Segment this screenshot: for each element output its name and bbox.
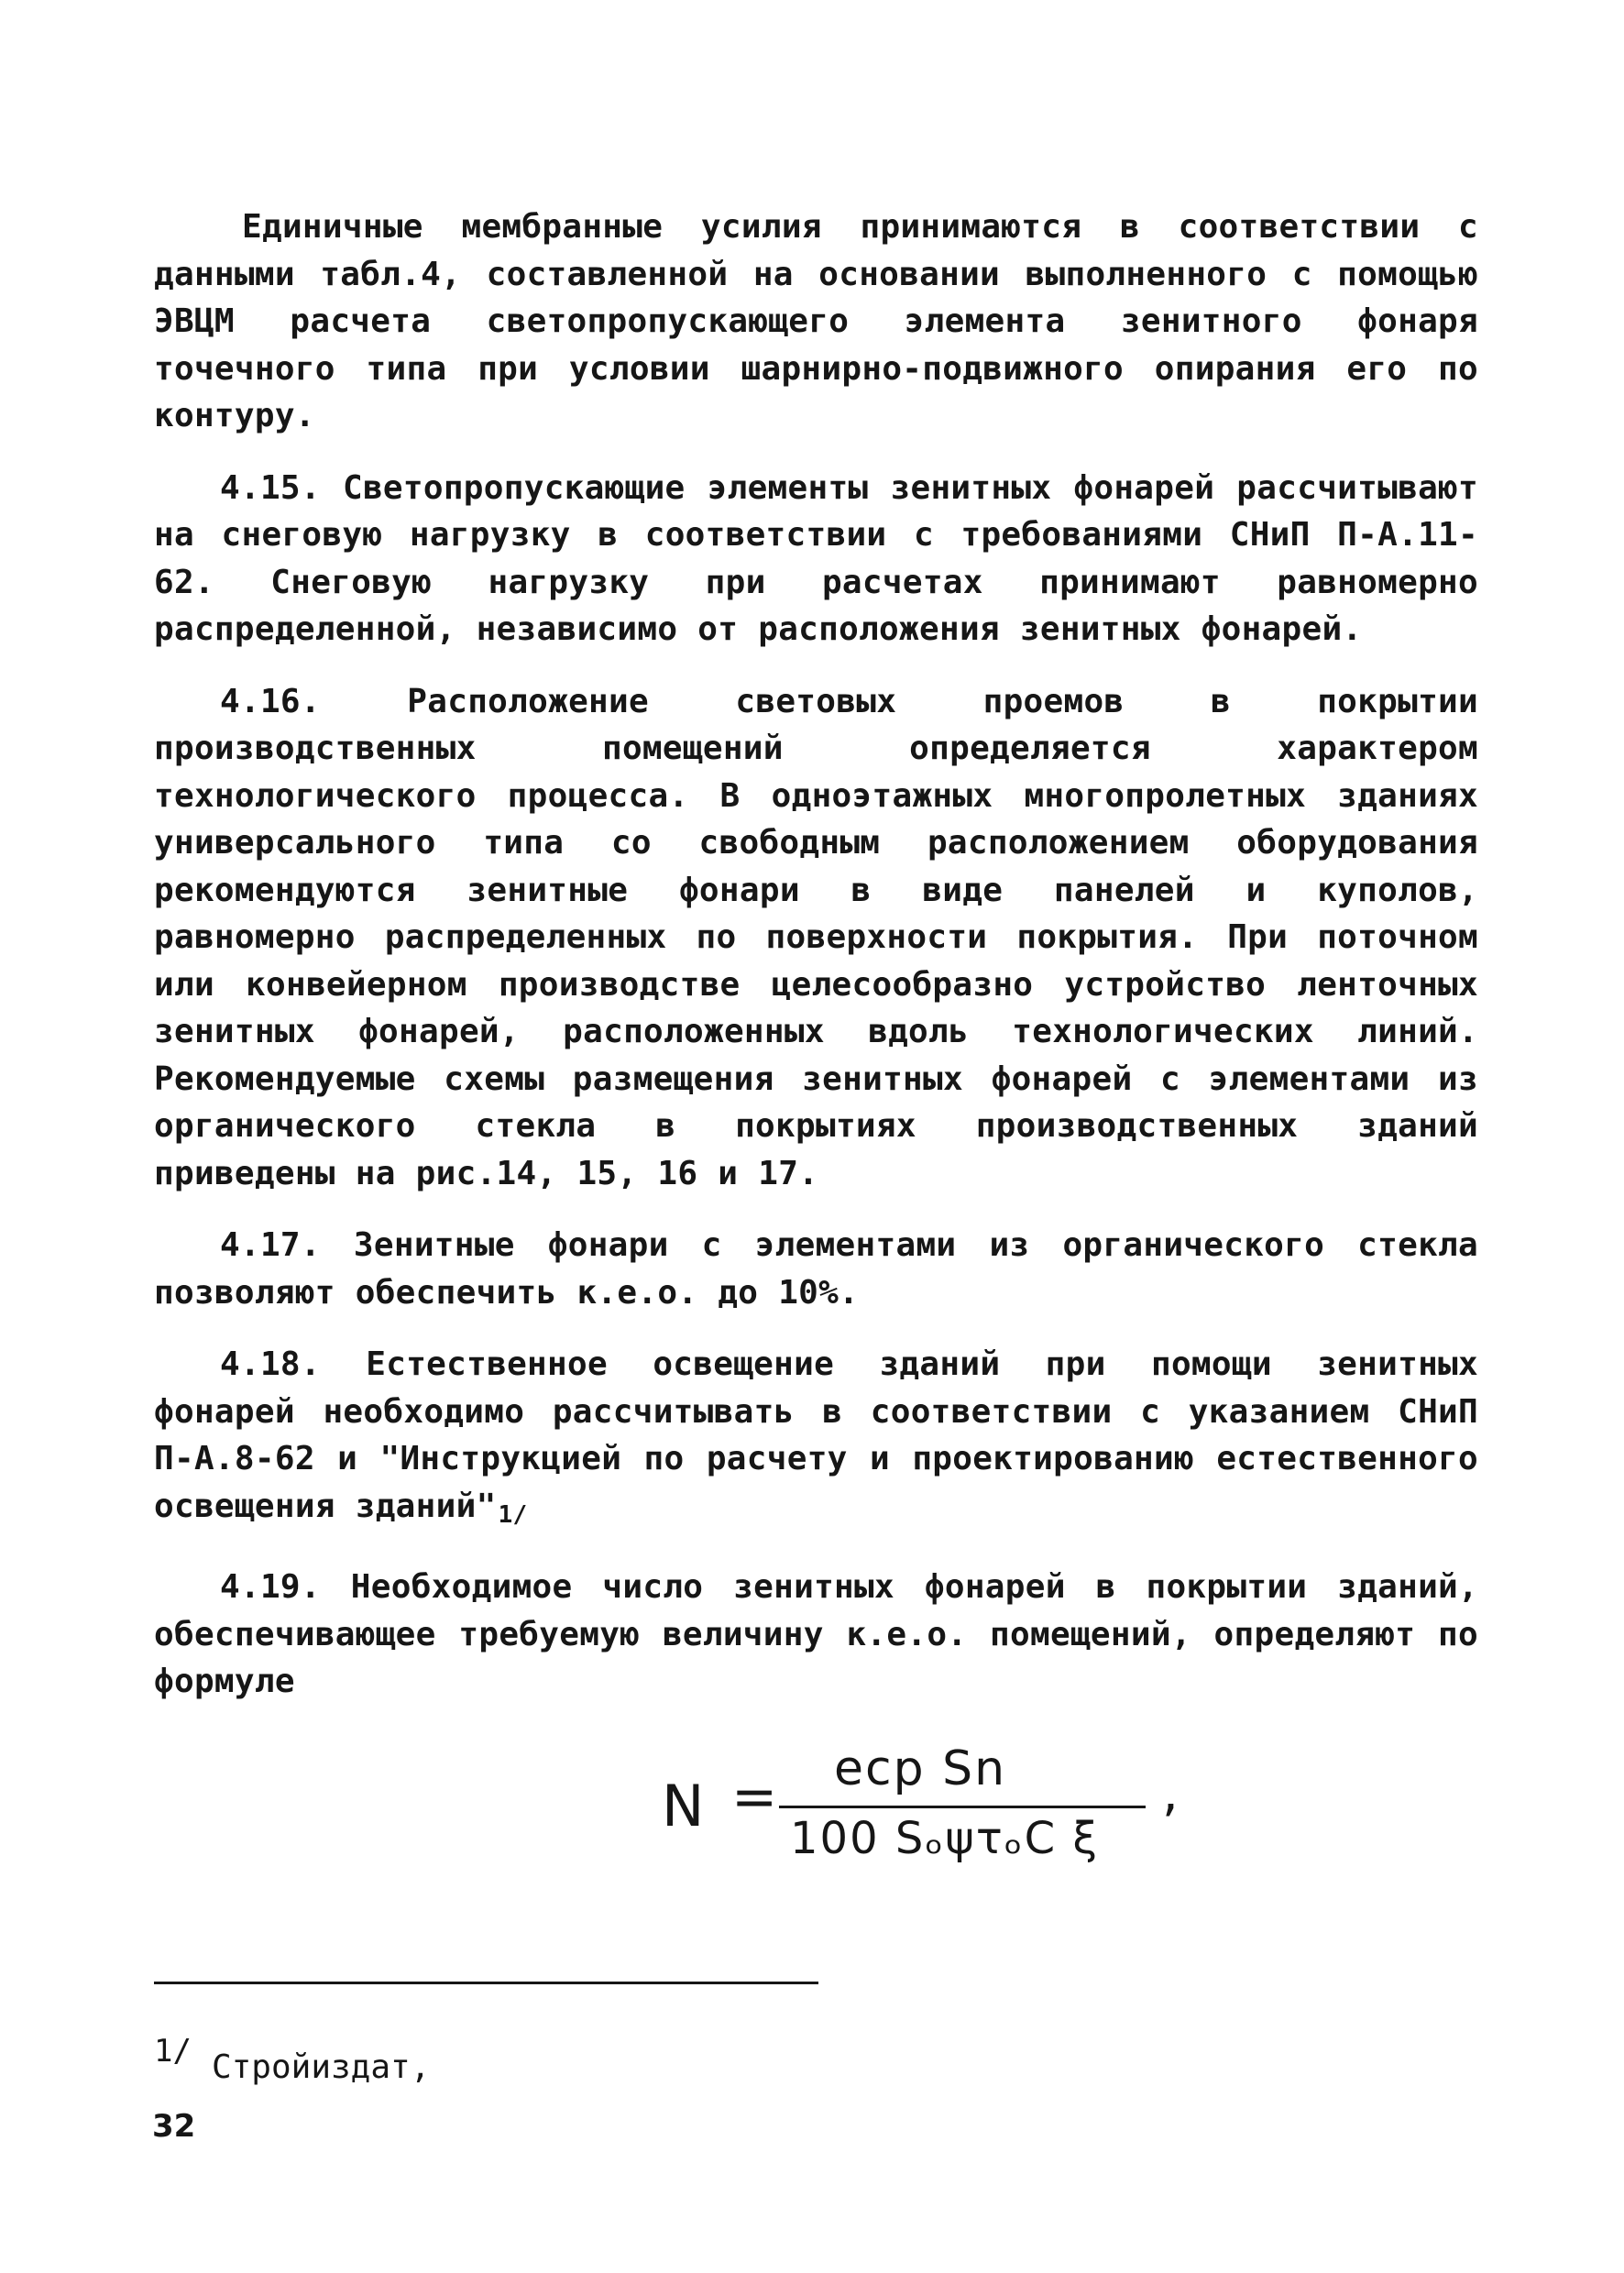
paragraph-4-18 [154,1341,1478,1539]
footnote-reference: 1/ [498,1500,528,1529]
document-body [154,203,1478,1730]
footnote [154,2033,430,2086]
formula-equals: = [731,1765,778,1829]
formula-fraction-bar [779,1806,1146,1808]
paragraph-4-16: 4.16. Расположение световых проемов в покрытии производственных помещений определяется характером технологического процесса. В одноэтажных многопролетных зданиях универсального типа со свободным расположением оборудования рекомендуются зенитные фонари в виде панелей и куполов, равномерно распределенных по поверхности покрытия. При поточном или конвейерном производстве целесообразно устройство ленточных зенитных фонарей, расположенных вдоль технологических линий. Рекомендуемые схемы размещения зенитных фонарей с элементами из органического стекла в покрытиях производственных зданий приведены на рис.14, 15, 16 и 17. [154,682,1478,1192]
footnote-divider [154,1982,818,1984]
paragraph-4-19: 4.19. Необходимое число зенитных фонарей в покрытии зданий, обеспечивающее требуемую величину к.е.о. помещений, определяют по формуле [154,1568,1478,1700]
page-number: 32 [152,2108,196,2145]
paragraph-4-18-text: 4.18. Естественное освещение зданий при помощи зенитных фонарей необходимо рассчитывать в соответствии с указанием СНиП П-А.8-62 и "Инструкцией по расчету и проектированию естественного освещения зданий" [154,1345,1478,1525]
paragraph-membrane-forces: Единичные мембранные усилия принимаются в соответствии с данными табл.4, составленной на основании выполненного с помощью ЭВЦМ расчета светопропускающего элемента зенитного фонаря точечного типа при условии шарнирно-подвижного опирания его по контуру. [154,208,1478,434]
paragraph-4-17: 4.17. Зенитные фонари с элементами из органического стекла позволяют обеспечить к.е.о. до 10%. [154,1226,1478,1312]
formula-denominator: 100 SₒψτₒC ξ [790,1813,1100,1864]
footnote-mark: 1/ [154,2033,192,2070]
formula-numerator: eср Sn [834,1741,1007,1796]
formula-lantern-count [651,1741,1292,1879]
formula-comma: , [1162,1763,1179,1823]
footnote-text: Стройиздат, [211,2048,431,2086]
paragraph-4-15: 4.15. Светопропускающие элементы зенитных фонарей рассчитывают на снеговую нагрузку в соответствии с требованиями СНиП П-А.11-62. Снеговую нагрузку при расчетах принимают равномерно распределенной, независимо от расположения зенитных фонарей. [154,468,1478,648]
formula-lhs: N [662,1773,705,1839]
